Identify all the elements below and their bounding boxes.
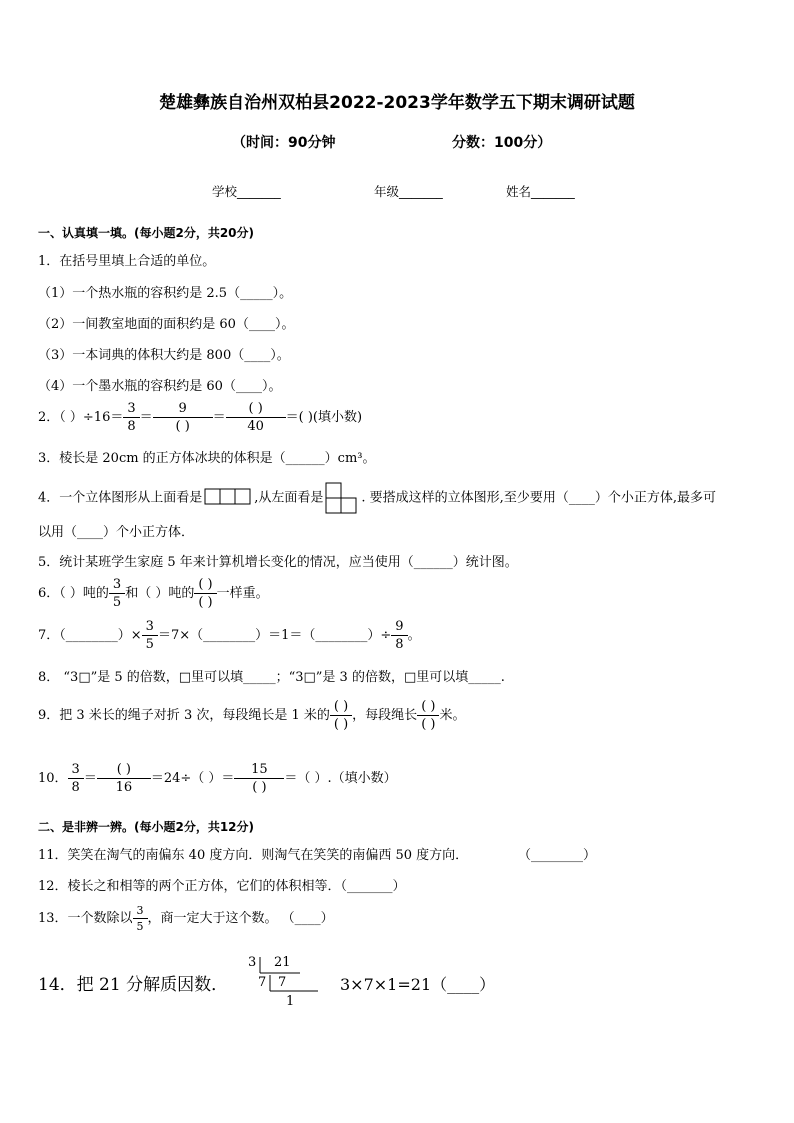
fraction: $\frac{15}{( )}$ (236, 763, 282, 794)
question-14: 14．把 21 分解质因数． (38, 975, 229, 995)
ladder-lines (248, 955, 328, 1011)
question-4: 4．一个立体图形从上面看是 ,从左面看是 . 要搭成这样的立体图形,至少要用（____）个小正方体,最多可 (38, 482, 716, 514)
fraction: $\frac{( )}{( )}$ (419, 700, 437, 731)
question-1-stem: 1．在括号里填上合适的单位。 (38, 254, 216, 269)
fraction: $\frac{( )}{( )}$ (332, 700, 350, 731)
fraction: $\frac{( )}{40}$ (228, 402, 284, 433)
section-2-heading: 二、是非辨一辨。(每小题2分，共12分) (38, 820, 255, 834)
question-12: 12．棱长之和相等的两个正方体，它们的体积相等．（_______） (38, 879, 406, 894)
school-field: 学校_______ (212, 184, 281, 199)
ladder-divisor-2: 7 (258, 975, 267, 990)
fraction: $\frac{9}{( )}$ (155, 402, 211, 433)
question-7: 7．（________）× $\frac{3}{5}$ ＝7×（________）＝1＝（________）÷ $\frac{9}{8}$ 。 (38, 619, 421, 652)
question-6: 6．（ ）吨的 $\frac{3}{5}$ 和（ ）吨的 $\frac{( )}{( )}$ 一样重。 (38, 577, 269, 610)
question-1-sub-1: （1）一个热水瓶的容积约是 2.5（_____）。 (38, 286, 293, 301)
ladder-divisor-1: 3 (248, 955, 257, 970)
ladder-number-1: 21 (274, 955, 291, 970)
fraction: $\frac{( )}{( )}$ (196, 578, 214, 609)
section-1-heading: 一、认真填一填。(每小题2分，共20分) (38, 226, 255, 240)
ladder-number-2: 7 (278, 975, 287, 990)
ladder-number-3: 1 (286, 994, 295, 1009)
question-10: 10． $\frac{3}{8}$ ＝ $\frac{( )}{16}$ ＝24÷（ ）＝ $\frac{15}{( )}$ ＝（ ）.（填小数） (38, 762, 397, 795)
fraction: $\frac{3}{5}$ (135, 905, 146, 932)
fraction: $\frac{3}{8}$ (70, 763, 82, 794)
question-2: 2．（ ）÷16＝ $\frac{3}{8}$ ＝ $\frac{9}{( )}$ ＝ $\frac{( )}{40}$ ＝( )(填小数) (38, 401, 363, 434)
question-2-start: 2．（ ）÷16＝ (38, 410, 124, 425)
fraction: $\frac{3}{8}$ (125, 402, 137, 433)
name-field: 姓名_______ (506, 184, 575, 199)
question-8: 8． “3□”是 5 的倍数，□里可以填_____；“3□”是 3 的倍数，□里可以填_____. (38, 670, 505, 685)
grade-field: 年级_______ (374, 184, 443, 199)
fraction: $\frac{3}{5}$ (144, 620, 156, 651)
top-view-figure (204, 488, 252, 508)
question-13: 13．一个数除以 $\frac{3}{5}$ ，商一定大于这个数。 （____） (38, 904, 334, 933)
question-9: 9．把 3 米长的绳子对折 3 次，每段绳长是 1 米的 $\frac{( )}{( )}$ ，每段绳长 $\frac{( )}{( )}$ 米。 (38, 699, 466, 732)
fraction: $\frac{( )}{16}$ (99, 763, 149, 794)
question-1-sub-2: （2）一间教室地面的面积约是 60（____）。 (38, 317, 295, 332)
question-1-sub-3: （3）一本词典的体积大约是 800（____）。 (38, 348, 290, 363)
exam-score: 分数：100分） (452, 135, 552, 151)
fraction: $\frac{9}{8}$ (393, 620, 405, 651)
factor-ladder (248, 955, 328, 1011)
exam-time: （时间：90分钟 (232, 135, 336, 151)
question-2-tail: ＝( )(填小数) (285, 410, 363, 425)
question-3: 3．棱长是 20cm 的正方体冰块的体积是（______）cm³。 (38, 451, 376, 466)
question-14-statement: 3×7×1=21（____） (340, 975, 496, 994)
page-title: 楚雄彝族自治州双柏县2022-2023学年数学五下期末调研试题 (159, 93, 635, 113)
question-4-cont: 以用（____）个小正方体． (38, 525, 195, 540)
fraction: $\frac{3}{5}$ (111, 578, 123, 609)
question-11-blank: （________） (518, 848, 597, 863)
question-1-sub-4: （4）一个墨水瓶的容积约是 60（____）。 (38, 379, 282, 394)
question-11: 11．笑笑在淘气的南偏东 40 度方向．则淘气在笑笑的南偏西 50 度方向． (38, 848, 469, 863)
question-5: 5．统计某班学生家庭 5 年来计算机增长变化的情况，应当使用（______）统计图。 (38, 555, 518, 570)
left-view-figure (325, 482, 359, 514)
